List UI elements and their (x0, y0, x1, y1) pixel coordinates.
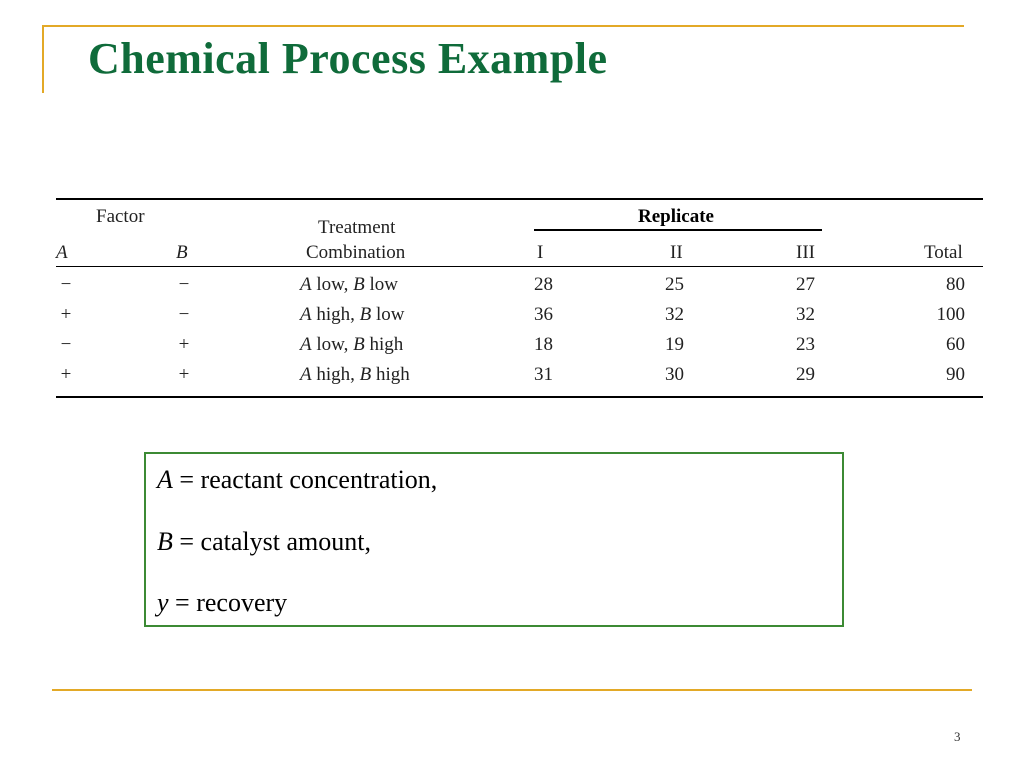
header-total: Total (924, 242, 963, 263)
header-combination: Combination (306, 242, 406, 263)
replicate-span-rule (534, 229, 822, 231)
page-number: 3 (954, 729, 961, 744)
bottom-accent-rule (52, 689, 972, 691)
cell-replicate-3: 23 (796, 334, 815, 355)
cell-a: + (60, 304, 72, 325)
design-table (56, 198, 983, 398)
cell-a: − (60, 274, 72, 295)
table-header-rule (56, 266, 983, 267)
cell-replicate-2: 19 (665, 334, 684, 355)
table-row (56, 334, 983, 364)
header-b: B (176, 242, 188, 263)
top-left-accent-rule (42, 25, 44, 93)
cell-b: − (178, 304, 190, 325)
top-accent-rule (42, 25, 964, 27)
table-bottom-rule (56, 396, 983, 398)
table-row (56, 364, 983, 394)
table-row (56, 274, 983, 304)
cell-total: 60 (946, 334, 965, 355)
cell-b: + (178, 334, 190, 355)
header-treatment: Treatment (318, 217, 396, 238)
cell-replicate-3: 27 (796, 274, 815, 295)
cell-b: − (178, 274, 190, 295)
header-replicate: Replicate (638, 206, 714, 227)
cell-replicate-1: 31 (534, 364, 553, 385)
header-replicate-3: III (796, 242, 815, 263)
header-a: A (56, 242, 68, 263)
cell-replicate-1: 28 (534, 274, 553, 295)
cell-replicate-2: 30 (665, 364, 684, 385)
slide-title: Chemical Process Example (88, 34, 608, 83)
header-factor: Factor (96, 206, 145, 227)
cell-treatment: A low, B low (300, 274, 398, 295)
cell-total: 100 (936, 304, 965, 325)
cell-replicate-3: 29 (796, 364, 815, 385)
cell-treatment: A high, B low (300, 304, 405, 325)
table-top-rule (56, 198, 983, 200)
header-replicate-1: I (537, 242, 544, 263)
cell-a: + (60, 364, 72, 385)
cell-a: − (60, 334, 72, 355)
definition-b: B = catalyst amount, (157, 527, 371, 556)
cell-replicate-3: 32 (796, 304, 815, 325)
definition-a: A = reactant concentration, (157, 465, 438, 494)
cell-replicate-2: 32 (665, 304, 684, 325)
cell-replicate-1: 36 (534, 304, 553, 325)
cell-total: 80 (946, 274, 965, 295)
table-row (56, 304, 983, 334)
cell-total: 90 (946, 364, 965, 385)
cell-treatment: A high, B high (300, 364, 410, 385)
cell-replicate-1: 18 (534, 334, 553, 355)
definition-y: y = recovery (157, 588, 288, 617)
definitions-box (144, 452, 844, 627)
cell-replicate-2: 25 (665, 274, 684, 295)
cell-b: + (178, 364, 190, 385)
header-replicate-2: II (670, 242, 683, 263)
cell-treatment: A low, B high (300, 334, 404, 355)
